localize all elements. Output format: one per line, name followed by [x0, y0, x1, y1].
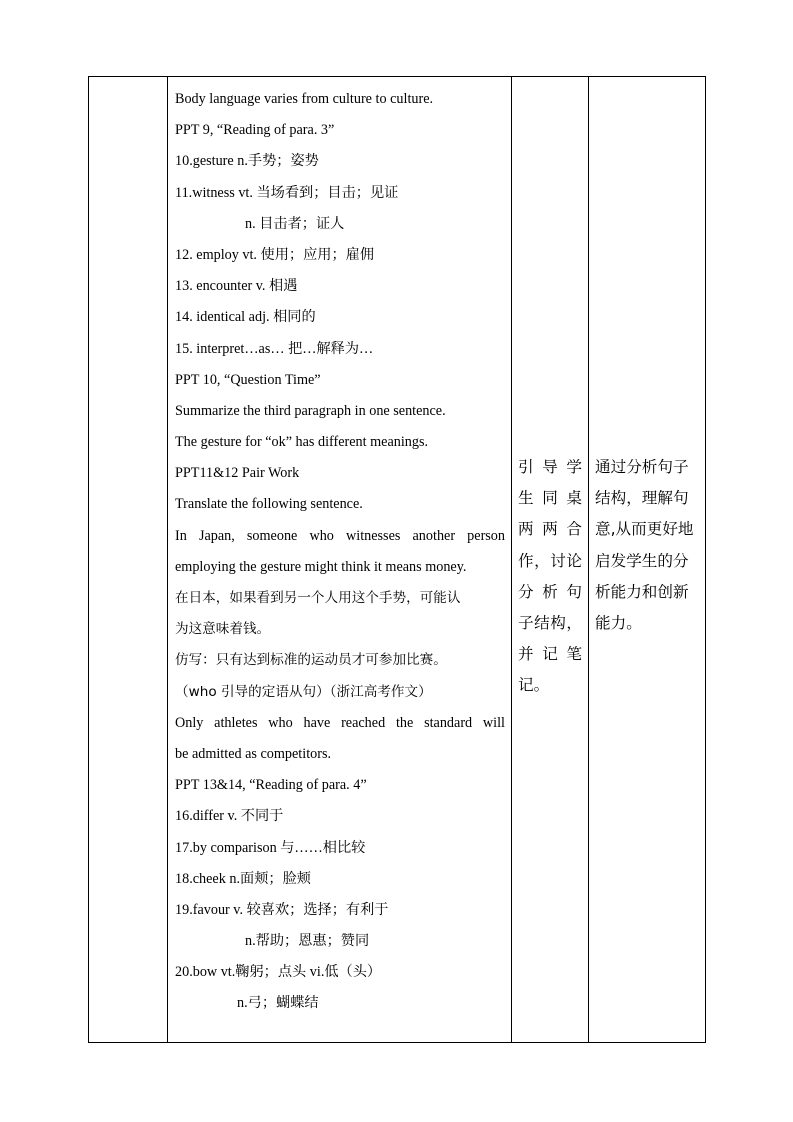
activity-line: 作，讨论	[518, 551, 582, 570]
content-line: n. 目击者；证人	[245, 215, 345, 232]
content-line: PPT 10, “Question Time”	[175, 371, 321, 388]
purpose-line: 结构，理解句	[595, 489, 689, 508]
purpose-line: 通过分析句子	[595, 458, 689, 476]
content-line: 14. identical adj. 相同的	[175, 309, 316, 326]
purpose-line: 意,从而更好地	[595, 520, 694, 539]
purpose-line: 启发学生的分	[595, 551, 689, 570]
content-line: 为这意味着钱。	[175, 621, 271, 638]
content-line: n.弓；蝴蝶结	[237, 995, 319, 1012]
content-line: PPT11&12 Pair Work	[175, 465, 300, 482]
activity-line: 分析句	[518, 582, 582, 601]
content-line: 13. encounter v. 相遇	[175, 278, 298, 295]
content-line: 20.bow vt.鞠躬；点头 vi.低（头）	[175, 964, 382, 981]
content-line: 19.favour v. 较喜欢；选择；有利于	[175, 901, 389, 918]
content-line: 11.witness vt. 当场看到；目击；见证	[175, 184, 399, 201]
lesson-plan-table	[88, 76, 706, 1043]
content-line: In Japan, someone who witnesses another person	[175, 527, 505, 544]
content-line: PPT 9, “Reading of para. 3”	[175, 122, 335, 139]
activity-line: 并记笔	[518, 645, 582, 664]
content-line: n.帮助；恩惠；赞同	[245, 933, 370, 950]
design-purpose-column	[595, 452, 701, 639]
column-divider	[167, 77, 168, 1042]
content-line: Summarize the third paragraph in one sentence.	[175, 402, 446, 419]
content-line: 17.by comparison 与……相比较	[175, 839, 366, 856]
content-line: （who 引导的定语从句）（浙江高考作文）	[175, 683, 432, 700]
content-line: The gesture for “ok” has different meanings.	[175, 434, 429, 451]
purpose-line: 析能力和创新	[595, 582, 689, 601]
content-line: 仿写：只有达到标准的运动员才可参加比赛。	[175, 652, 447, 669]
content-line: 16.differ v. 不同于	[175, 808, 284, 825]
content-line: 在日本，如果看到另一个人用这个手势，可能认	[175, 590, 461, 606]
content-line: PPT 13&14, “Reading of para. 4”	[175, 777, 367, 794]
content-line: Only athletes who have reached the standard will	[175, 714, 505, 731]
content-line: 10.gesture n.手势；姿势	[175, 153, 319, 170]
content-line: 18.cheek n.面颊；脸颊	[175, 870, 311, 887]
content-line: Body language varies from culture to culture.	[175, 91, 434, 107]
activity-line: 记。	[518, 676, 550, 695]
student-activity-column	[518, 452, 582, 702]
activity-line: 子结构，	[518, 613, 582, 632]
content-line: 15. interpret…as… 把…解释为…	[175, 340, 374, 357]
column-divider	[588, 77, 589, 1042]
purpose-line: 能力。	[595, 613, 642, 632]
content-line: Translate the following sentence.	[175, 496, 363, 513]
activity-line: 引导学	[518, 458, 582, 476]
content-line: 12. employ vt. 使用；应用；雇佣	[175, 246, 375, 263]
activity-line: 生同桌	[518, 489, 582, 508]
activity-line: 两两合	[518, 520, 582, 539]
column-divider	[511, 77, 512, 1042]
content-line: employing the gesture might think it means money.	[175, 558, 467, 575]
content-line: be admitted as competitors.	[175, 745, 332, 762]
teaching-content-column	[175, 84, 505, 1020]
